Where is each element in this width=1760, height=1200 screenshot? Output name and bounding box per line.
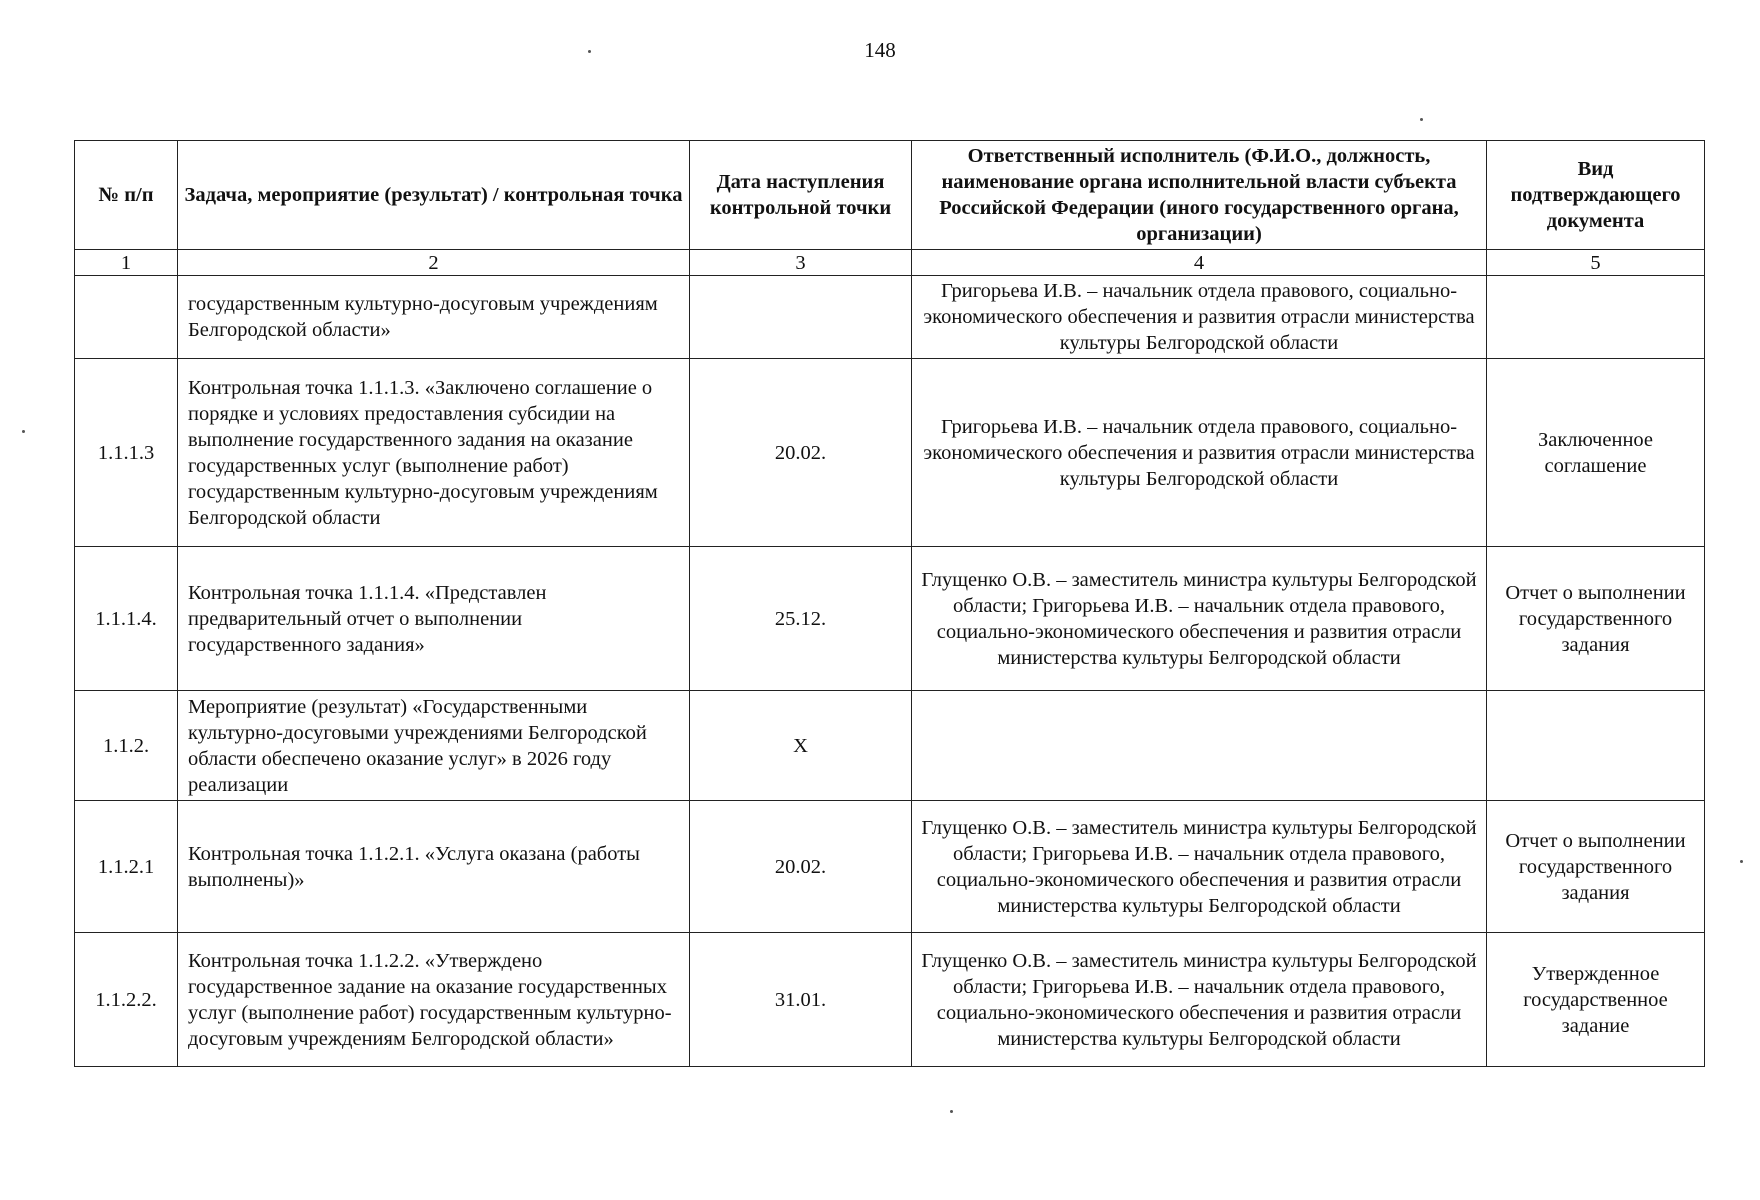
table-row <box>75 933 1705 1067</box>
column-number-row <box>75 250 1705 276</box>
row-task: Мероприятие (результат) «Государственными культурно-досуговыми учреждениями Белгородской области обеспечено оказание услуг» в 2026 году реализации <box>178 691 690 801</box>
row-date: 20.02. <box>690 801 912 933</box>
column-number: 5 <box>1487 250 1705 276</box>
row-task: Контрольная точка 1.1.2.1. «Услуга оказана (работы выполнены)» <box>178 801 690 933</box>
column-number: 4 <box>912 250 1487 276</box>
row-doc-type: Отчет о выполнении государственного задания <box>1487 801 1705 933</box>
table-row <box>75 691 1705 801</box>
row-date <box>690 276 912 359</box>
row-date: 25.12. <box>690 547 912 691</box>
scan-speck <box>588 50 591 53</box>
scan-speck <box>22 430 25 433</box>
header-doc-type: Вид подтверждающего документа <box>1487 141 1705 250</box>
row-doc-type <box>1487 276 1705 359</box>
row-responsible: Григорьева И.В. – начальник отдела правового, социально-экономического обеспечения и развития отрасли министерства культуры Белгородской области <box>912 359 1487 547</box>
row-date: 20.02. <box>690 359 912 547</box>
row-doc-type <box>1487 691 1705 801</box>
row-task: Контрольная точка 1.1.1.3. «Заключено соглашение о порядке и условиях предоставления субсидии на выполнение государственного задания на оказание государственных услуг (выполнение работ) государственным культурно-досуговым учреждениям Белгородской области <box>178 359 690 547</box>
control-points-table <box>74 140 1705 1067</box>
row-number: 1.1.2.2. <box>75 933 178 1067</box>
header-responsible: Ответственный исполнитель (Ф.И.О., должность, наименование органа исполнительной власти субъекта Российской Федерации (иного государственного органа, организации) <box>912 141 1487 250</box>
row-doc-type: Заключенное соглашение <box>1487 359 1705 547</box>
scan-speck <box>950 1110 953 1113</box>
header-task: Задача, мероприятие (результат) / контрольная точка <box>178 141 690 250</box>
table-row <box>75 359 1705 547</box>
row-doc-type: Утвержденное государственное задание <box>1487 933 1705 1067</box>
row-responsible: Глущенко О.В. – заместитель министра культуры Белгородской области; Григорьева И.В. – начальник отдела правового, социально-экономического обеспечения и развития отрасли министерства культуры Белгородской области <box>912 547 1487 691</box>
table-row <box>75 801 1705 933</box>
row-responsible: Глущенко О.В. – заместитель министра культуры Белгородской области; Григорьева И.В. – начальник отдела правового, социально-экономического обеспечения и развития отрасли министерства культуры Белгородской области <box>912 933 1487 1067</box>
row-doc-type: Отчет о выполнении государственного задания <box>1487 547 1705 691</box>
page-number: 148 <box>864 38 896 62</box>
row-task: государственным культурно-досуговым учреждениям Белгородской области» <box>178 276 690 359</box>
header-num: № п/п <box>75 141 178 250</box>
row-date: 31.01. <box>690 933 912 1067</box>
row-number: 1.1.2.1 <box>75 801 178 933</box>
column-number: 2 <box>178 250 690 276</box>
row-number: 1.1.1.4. <box>75 547 178 691</box>
row-number <box>75 276 178 359</box>
header-row <box>75 141 1705 250</box>
row-task: Контрольная точка 1.1.1.4. «Представлен предварительный отчет о выполнении государственного задания» <box>178 547 690 691</box>
row-responsible: Глущенко О.В. – заместитель министра культуры Белгородской области; Григорьева И.В. – начальник отдела правового, социально-экономического обеспечения и развития отрасли министерства культуры Белгородской области <box>912 801 1487 933</box>
table-row <box>75 276 1705 359</box>
row-responsible: Григорьева И.В. – начальник отдела правового, социально-экономического обеспечения и развития отрасли министерства культуры Белгородской области <box>912 276 1487 359</box>
row-task: Контрольная точка 1.1.2.2. «Утверждено государственное задание на оказание государственных услуг (выполнение работ) государственным культурно-досуговым учреждениям Белгородской области» <box>178 933 690 1067</box>
header-date: Дата наступления контрольной точки <box>690 141 912 250</box>
table-row <box>75 547 1705 691</box>
row-responsible <box>912 691 1487 801</box>
scan-speck <box>1420 118 1423 121</box>
column-number: 3 <box>690 250 912 276</box>
row-number: 1.1.1.3 <box>75 359 178 547</box>
scan-speck <box>1740 860 1743 863</box>
row-date: X <box>690 691 912 801</box>
row-number: 1.1.2. <box>75 691 178 801</box>
column-number: 1 <box>75 250 178 276</box>
